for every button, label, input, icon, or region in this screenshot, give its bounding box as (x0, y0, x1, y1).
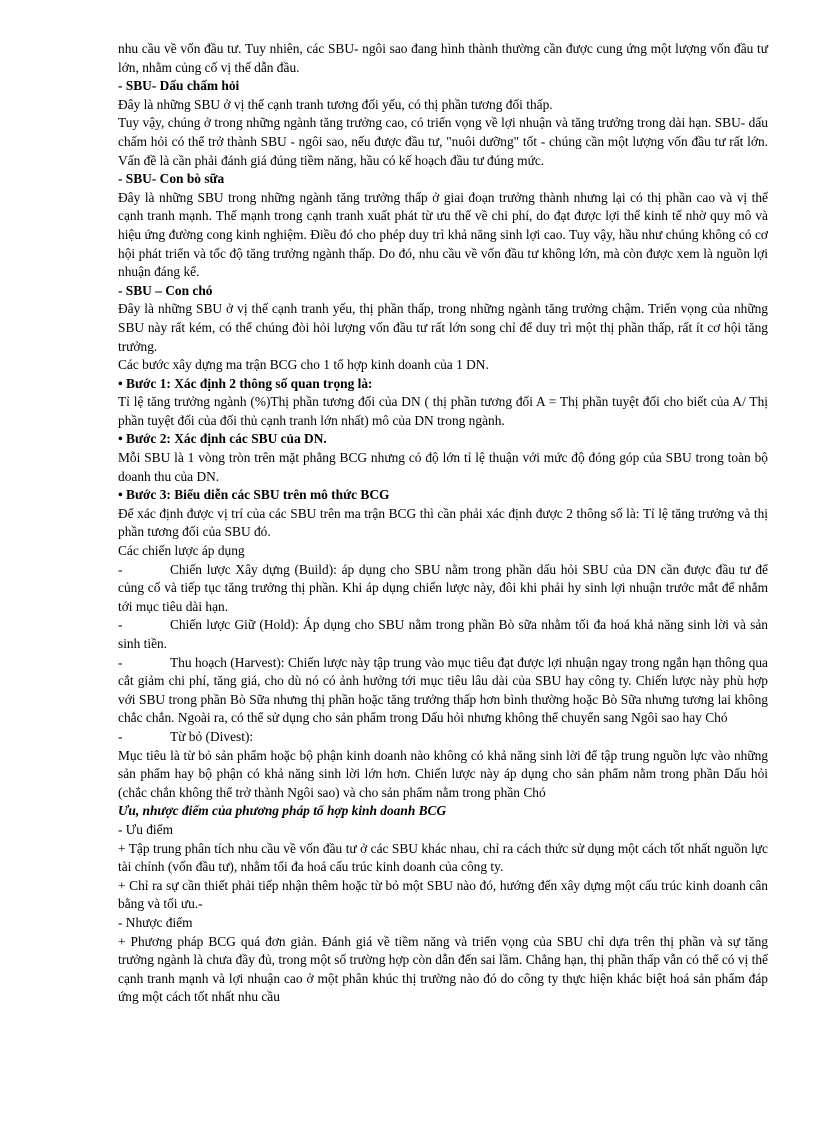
paragraph-step-3: Để xác định được vị trí của các SBU trên ma trận BCG thì cần phải xác định được 2 thông số là: Tỉ lệ tăng trưởng và thị phần tương đối của SBU đó. (118, 505, 768, 540)
heading-pros-cons: Ưu, nhược điểm của phương pháp tổ hợp kinh doanh BCG (118, 803, 447, 819)
strategy-harvest (118, 654, 768, 728)
strategy-hold-text: Chiến lược Giữ (Hold): Áp dụng cho SBU nằm trong phần Bò sữa nhằm tối đa hoá khả năng sinh lời và sản sinh tiền. (118, 617, 768, 651)
label-advantages: - Ưu điểm (118, 821, 174, 837)
strategy-hold-dash: - (118, 617, 123, 633)
strategy-build (118, 561, 768, 617)
advantage-1: + Tập trung phân tích nhu cầu về vốn đầu tư ở các SBU khác nhau, chỉ ra cách thức sử dụng một cách tốt nhất nguồn lực tài chính (vốn đầu tư), nhằm tối đa hoá cấu trúc kinh doanh của công ty. (118, 840, 768, 875)
strategy-harvest-text: Thu hoạch (Harvest): Chiến lược này tập trung vào mục tiêu đạt được lợi nhuận ngay trong ngắn hạn thông qua cắt giảm chi phí, tăng giá, cho dù nó có ảnh hưởng tới mục tiêu lâu dài của SBU hay công ty. Chiến lược này phù hợp với SBU trong phần Bò Sữa nhưng thị phần hoặc tăng trưởng thấp hơn bình thường hoặc Bò Sữa nhưng tương lai không chắc chắn. Ngoài ra, có thể sử dụng cho sản phẩm trong Dấu hỏi nhưng không thể chuyển sang Ngôi sao hay Chó (118, 654, 768, 726)
paragraph-strategies-intro: Các chiến lược áp dụng (118, 543, 245, 559)
paragraph-divest-detail: Mục tiêu là từ bỏ sản phẩm hoặc bộ phận kinh doanh nào không có khả năng sinh lời để tập trung nguồn lực vào những sản phẩm hay bộ phận có khả năng sinh lời lớn hơn. Chiến lược này áp dụng cho sản phẩm nằm trong phần Dấu hỏi (chắc chắn không thể trở thành Ngôi sao) và cho sản phẩm nằm trong phần Chó (118, 747, 768, 800)
strategy-build-dash: - (118, 561, 123, 577)
paragraph-cash-cow: Đây là những SBU trong những ngành tăng trưởng thấp ở giai đoạn trưởng thành nhưng lại có thị phần cao và vị thế cạnh tranh mạnh. Thế mạnh trong cạnh tranh xuất phát từ ưu thế về chi phí, do đạt được lợi thế kinh tế nhờ quy mô và hiệu ứng đường cong kinh nghiệm. Điều đó cho phép duy trì khả năng sinh lợi cao. Tuy vậy, hầu như chúng không có cơ hội phát triển và tốc độ tăng trưởng ngành thấp. Do đó, nhu cầu về vốn đầu tư không lớn, mà còn được xem là nguồn lợi nhuận đáng kể. (118, 189, 768, 280)
heading-cash-cow-sbu: - SBU- Con bò sữa (118, 171, 225, 187)
heading-step-2: • Bước 2: Xác định các SBU của DN. (118, 431, 327, 447)
paragraph-bcg-steps-intro: Các bước xây dựng ma trận BCG cho 1 tổ hợp kinh doanh của 1 DN. (118, 357, 489, 373)
paragraph-question-mark-definition: Đây là những SBU ở vị thế cạnh tranh tương đối yếu, có thị phần tương đối thấp. (118, 96, 553, 112)
strategy-divest (118, 728, 768, 747)
paragraph-dog: Đây là những SBU ở vị thế cạnh tranh yếu, thị phần thấp, trong những ngành tăng trưởng chậm. Triển vọng của những SBU này rất kém, có thể chúng đòi hỏi lượng vốn đầu tư rất lớn song chỉ để duy trì một thị phần thấp, rất ít cơ hội tăng trưởng. (118, 301, 768, 354)
heading-step-1: • Bước 1: Xác định 2 thông số quan trọng là: (118, 375, 373, 391)
advantage-2: + Chỉ ra sự cần thiết phải tiếp nhận thêm hoặc từ bỏ một SBU nào đó, hướng đến xây dựng một cấu trúc kinh doanh cân bằng và tối ưu.- (118, 877, 768, 912)
paragraph-question-mark-detail: Tuy vậy, chúng ở trong những ngành tăng trưởng cao, có triển vọng về lợi nhuận và tăng trưởng trong dài hạn. SBU- dấu chấm hỏi có thể trở thành SBU - ngôi sao, nếu được đầu tư, "nuôi dưỡng" tốt - chúng cần một lượng vốn đầu tư rất lớn. Vấn đề là cần phải đánh giá đúng tiềm năng, hầu có kế hoạch đầu tư đúng mức. (118, 115, 768, 168)
strategy-hold (118, 616, 768, 653)
paragraph-step-1: Tỉ lệ tăng trưởng ngành (%)Thị phần tương đối của DN ( thị phần tương đối A = Thị phần tuyệt đối cho biết của A/ Thị phần tuyệt đối của đối thủ cạnh tranh lớn nhất) mô của DN trong ngành. (118, 394, 768, 428)
document-page (118, 40, 768, 1007)
strategy-harvest-dash: - (118, 654, 123, 670)
label-disadvantages: - Nhược điểm (118, 914, 193, 930)
heading-step-3: • Bước 3: Biểu diễn các SBU trên mô thức BCG (118, 487, 390, 503)
paragraph-step-2: Mỗi SBU là 1 vòng tròn trên mặt phẳng BCG nhưng có độ lớn tỉ lệ thuận với mức độ đóng góp của SBU trong toàn bộ doanh thu của DN. (118, 450, 768, 484)
strategy-divest-text: Từ bỏ (Divest): (170, 728, 254, 744)
strategy-build-text: Chiến lược Xây dựng (Build): áp dụng cho SBU nằm trong phần dấu hỏi SBU của DN cần được đầu tư để củng cố và tiếp tục tăng trưởng thị phần. Khi áp dụng chiến lược này, đôi khi phải hy sinh lợi nhuận trước mắt để nhắm tới mục tiêu dài hạn. (118, 561, 768, 614)
heading-question-mark-sbu: - SBU- Dấu chấm hỏi (118, 78, 240, 94)
disadvantage-1: + Phương pháp BCG quá đơn giản. Đánh giá về tiềm năng và triển vọng của SBU chỉ dựa trên thị phần và sự tăng trưởng ngành là chưa đầy đủ, trong một số trường hợp còn dẫn đến sai lầm. Chẳng hạn, thị phần thấp vẫn có thể có vị thế cạnh tranh mạnh và lợi nhuận cao ở một phân khúc thị trường nào đó do công ty thực hiện khác biệt hoá sản phẩm đáp ứng một cách tốt nhất nhu cầu (118, 933, 768, 1005)
heading-dog-sbu: - SBU – Con chó (118, 282, 213, 298)
paragraph-star-capital: nhu cầu về vốn đầu tư. Tuy nhiên, các SBU- ngôi sao đang hình thành thường cần được cung ứng một lượng vốn đầu tư lớn, nhằm củng cố vị thế dẫn đầu. (118, 41, 768, 75)
strategy-divest-dash: - (118, 728, 123, 744)
